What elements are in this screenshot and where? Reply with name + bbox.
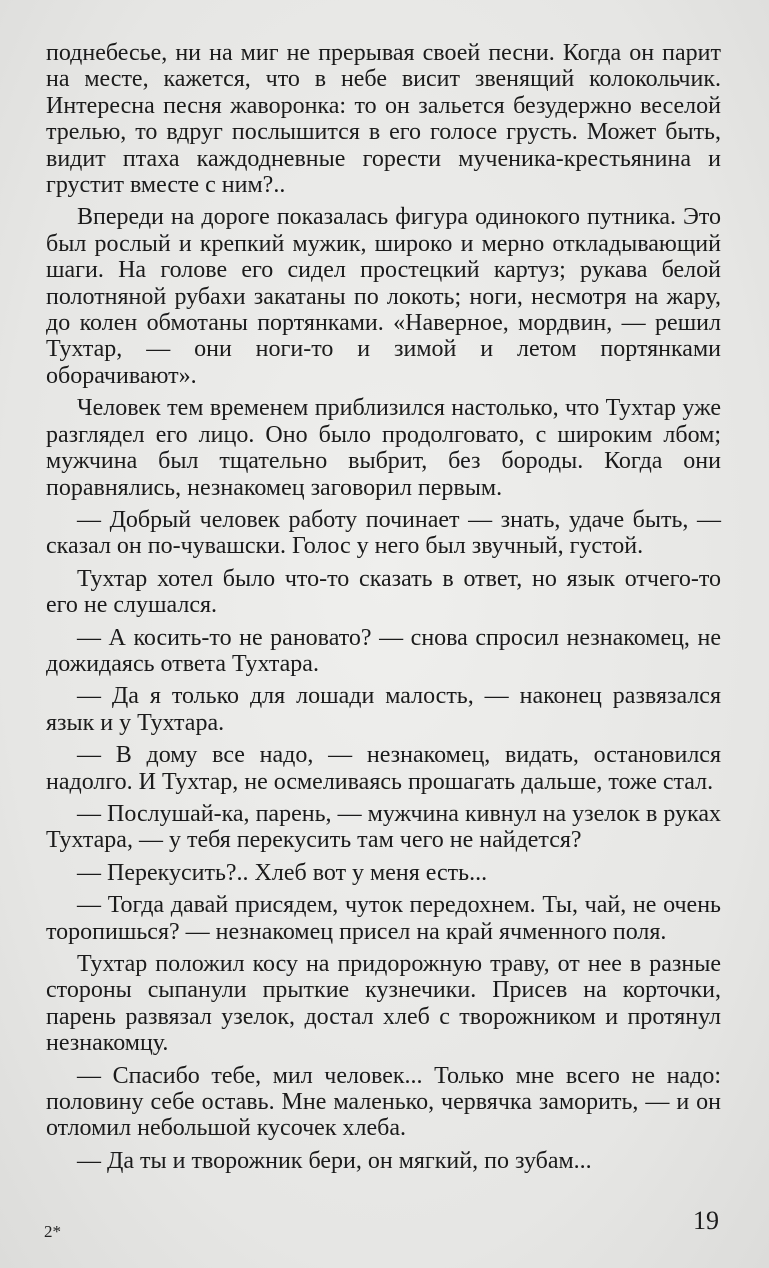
paragraph: — Спасибо тебе, мил человек... Только мне всего не надо: половину себе оставь. Мне маленько, червячка заморить, — и он отломил небольшой кусочек хлеба. (46, 1062, 721, 1142)
paragraph: — В дому все надо, — незнакомец, видать, остановился надолго. И Тухтар, не осмеливаясь прошагать дальше, тоже стал. (46, 742, 721, 795)
paragraph: Тухтар положил косу на придорожную траву, от нее в разные стороны сыпанули прыткие кузнечики. Присев на корточки, парень развязал узелок, достал хлеб с творожником и протянул незнакомцу. (46, 951, 721, 1057)
paragraph: — Тогда давай присядем, чуток передохнем. Ты, чай, не очень торопишься? — незнакомец присел на край ячменного поля. (46, 892, 721, 945)
paragraph: Человек тем временем приблизился настолько, что Тухтар уже разглядел его лицо. Оно было продолговато, с широким лбом; мужчина был тщательно выбрит, без бороды. Когда они поравнялись, незнакомец заговорил первым. (46, 395, 721, 501)
paragraph: — Перекусить?.. Хлеб вот у меня есть... (77, 859, 488, 886)
page-number: 19 (693, 1206, 719, 1235)
paragraph: поднебесье, ни на миг не прерывая своей песни. Когда он парит на месте, кажется, что в небе висит звенящий колокольчик. Интересна песня жаворонка: то он зальется безудержно веселой трелью, то вдруг послышится в его голосе грусть. Может быть, видит птаха каждодневные горести мученика-крестьянина и грустит вместе с ним?.. (46, 40, 721, 199)
paragraph: — Добрый человек работу починает — знать, удаче быть, — сказал он по-чувашски. Голос у него был звучный, густой. (46, 506, 721, 560)
paragraph: Впереди на дороге показалась фигура одинокого путника. Это был рослый и крепкий мужик, широко и мерно откладывающий шаги. На голове его сидел простецкий картуз; рукава белой полотняной рубахи закатаны по локоть; ноги, несмотря на жару, до колен обмотаны портянками. «Наверное, мордвин, — решил Тухтар, — они ноги-то и зимой и летом портянками оборачивают». (46, 204, 721, 389)
paragraph: — А косить-то не рановато? — снова спросил незнакомец, не дожидаясь ответа Тухтара. (46, 624, 721, 677)
paragraph: Тухтар хотел было что-то сказать в ответ, но язык отчего-то его не слушался. (46, 565, 721, 619)
paragraph: — Послушай-ка, парень, — мужчина кивнул на узелок в руках Тухтара, — у тебя перекусить там чего не найдется? (46, 800, 721, 854)
paragraph: — Да я только для лошади малость, — наконец развязался язык и у Тухтара. (46, 683, 721, 736)
signature-mark: 2* (44, 1222, 61, 1241)
page-text (46, 40, 721, 1180)
paragraph: — Да ты и творожник бери, он мягкий, по зубам... (77, 1147, 592, 1174)
